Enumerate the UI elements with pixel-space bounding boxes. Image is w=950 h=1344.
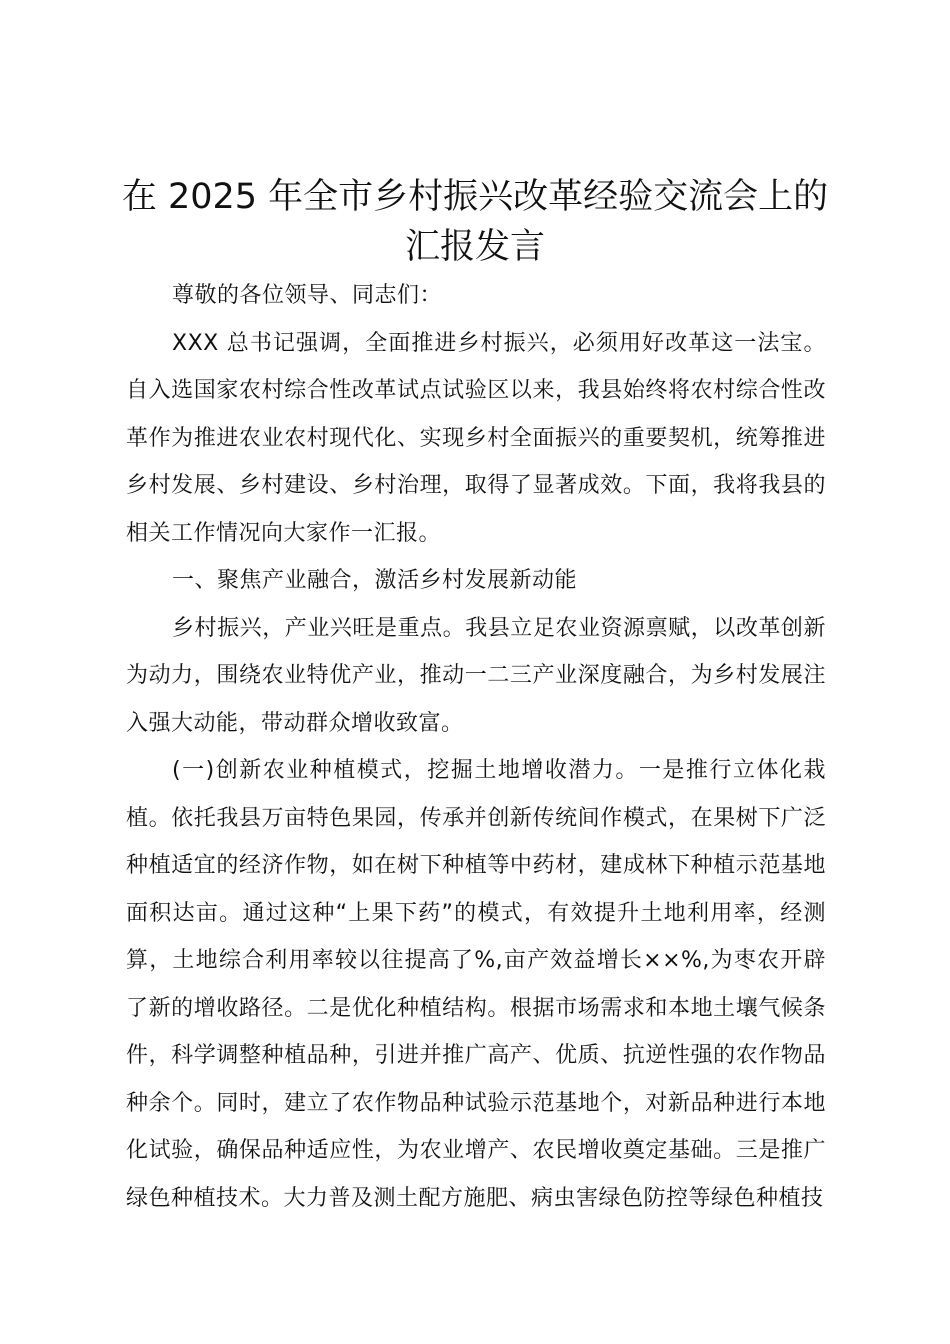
document-title-line-1: 在 2025 年全市乡村振兴改革经验交流会上的: [121, 177, 829, 217]
paragraph-section-1-intro: 乡村振兴，产业兴旺是重点。我县立足农业资源禀赋，以改革创新为动力，围绕农业特优产业，推动一二三产业深度融合，为乡村发展注入强大动能，带动群众增收致富。: [126, 615, 826, 736]
section-heading-1: 一、聚焦产业融合，激活乡村发展新动能: [172, 568, 578, 593]
document-title-line-2: 汇报发言: [404, 227, 545, 267]
paragraph-subsection-1: (一)创新农业种植模式，挖掘土地增收潜力。一是推行立体化栽植。依托我县万亩特色果园，传承并创新传统间作模式，在果树下广泛种植适宜的经济作物，如在树下种植等中药材，建成林下种植示范基地面积达亩。通过这种“上果下药”的模式，有效提升土地利用率，经测算，土地综合利用率较以往提高了%,亩产效益增长××%,为枣农开辟了新的增收路径。二是优化种植结构。根据市场需求和本地土壤气候条件，科学调整种植品种，引进并推广高产、优质、抗逆性强的农作物品种余个。同时，建立了农作物品种试验示范基地个，对新品种进行本地化试验，确保品种适应性，为农业增产、农民增收奠定基础。三是推广绿色种植技术。大力普及测土配方施肥、病虫害绿色防控等绿色种植技: [126, 758, 826, 1211]
document-body: [126, 272, 826, 1222]
salutation: 尊敬的各位领导、同志们：: [172, 283, 443, 308]
paragraph-intro: XXX 总书记强调，全面推进乡村振兴，必须用好改革这一法宝。自入选国家农村综合性改革试点试验区以来，我县始终将农村综合性改革作为推进农业农村现代化、实现乡村全面振兴的重要契机，统筹推进乡村发展、乡村建设、乡村治理，取得了显著成效。下面，我将我县的相关工作情况向大家作一汇报。: [126, 330, 826, 546]
